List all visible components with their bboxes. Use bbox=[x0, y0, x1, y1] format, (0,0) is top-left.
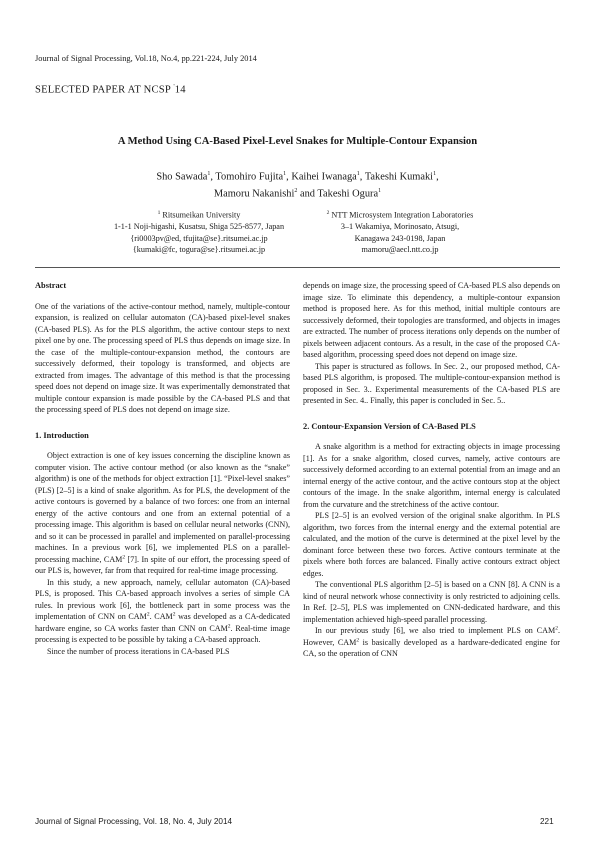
author-separator: , bbox=[210, 171, 216, 183]
author-name: Kaihei Iwanaga bbox=[291, 171, 357, 183]
section-2-paragraph-4: In our previous study [6], we also tried to implement PLS on CAM$^2$. However, CAM$^2$ is basically developed as a hardware-dedicated engine for CA, so the operation of CNN bbox=[303, 625, 560, 658]
paper-title: A Method Using CA-Based Pixel-Level Snakes for Multiple-Contour Expansion bbox=[117, 136, 478, 147]
footer-journal: Journal of Signal Processing, Vol. 18, No. 4, July 2014 bbox=[35, 817, 233, 826]
author-name: Takeshi Ogura bbox=[317, 188, 379, 200]
author-name: Mamoru Nakanishi bbox=[213, 188, 295, 200]
author-separator: and bbox=[297, 188, 318, 200]
author-affiliation-mark: 1 bbox=[207, 171, 211, 177]
author-affiliation-mark: 1 bbox=[433, 171, 437, 177]
author-affiliation-mark: 1 bbox=[283, 171, 287, 177]
affiliation-email: mamoru@aecl.ntt.co.jp bbox=[361, 245, 439, 255]
intro-paragraph-3: Since the number of process iterations in CA-based PLS bbox=[47, 646, 230, 656]
author-separator: , bbox=[436, 171, 439, 183]
affiliation-name: $^1$ Ritsumeikan University bbox=[157, 210, 241, 220]
author-affiliation-mark: 1 bbox=[356, 171, 360, 177]
author-list bbox=[0, 167, 595, 202]
header-rule bbox=[35, 267, 560, 268]
affiliation-name: $^2$ NTT Microsystem Integration Laboratories bbox=[326, 210, 474, 220]
affiliation-address: 1-1-1 Noji-higashi, Kusatsu, Shiga 525-8577, Japan bbox=[113, 222, 285, 232]
affiliation-email: {kumaki@fc, togura@se}.ritsumei.ac.jp bbox=[132, 245, 266, 255]
abstract-heading: Abstract bbox=[35, 281, 67, 290]
section-2-heading: 2. Contour-Expansion Version of CA-Based PLS bbox=[303, 421, 476, 431]
paper-structure-paragraph: This paper is structured as follows. In Sec. 2., our proposed method, CA-based PLS algorithm, is proposed. The multiple-contour-expansion method is proposed in Sec. 3.. Experimental measurements of the CA-based PLS are presented in Sec. 4.. Finally, this paper is concluded in Sec. 5.. bbox=[303, 361, 560, 405]
author-name: Tomohiro Fujita bbox=[215, 171, 284, 183]
selected-paper-mark: ' bbox=[173, 84, 175, 90]
affiliation-address: 3–1 Wakamiya, Morinosato, Atsugi, bbox=[340, 222, 460, 232]
author-line-1 bbox=[0, 167, 595, 184]
abstract-text: One of the variations of the active-contour method, namely, multiple-contour expansion, is realized on cellular automaton (CA)-based pixel-level snakes (CA-based PLS). As for the PLS algorithm, the active contour steps to next pixel one by one. The processing speed of PLS thus depends on image size. In the case of the multiple-contour-expansion method, the contours are successively deformed, their topology is transformed, and objects are extracted from images. The advantage of this method is that the processing speed does not depend on image size. It was experimentally demonstrated that multiple contour expansion is made possible by the CA-based PLS and that the processing speed of PLS does not depend on image size. bbox=[35, 301, 290, 414]
intro-paragraph-1: Object extraction is one of key issues concerning the discipline known as computer vision. The active contour method (or also known as the “snake” algorithm) is one of the methods for object extraction [1]. “Pixel-level snakes” (PLS) [2–5] is a kind of snake algorithm. As for PLS, the development of the active contours is governed by a balance of two forces: one from an internal energy of the active contours and one from an external potential of a processing image. This algorithm is based on cellular neural networks (CNN), and so it can be processed in parallel and implemented on parallel-processing machines. In a previous work [6], we implemented PLS on a parallel-processing machine, CAM$^2$ [7]. In spite of our effort, the processing speed of our PLS is, however, far from that required for real-time image processing. bbox=[35, 451, 291, 575]
left-column bbox=[35, 280, 290, 657]
affiliation-address: Kanagawa 243-0198, Japan bbox=[354, 233, 446, 243]
author-separator: , bbox=[359, 171, 365, 183]
intro-continued-paragraph: depends on image size, the processing speed of CA-based PLS also depends on image size. To eliminate this dependency, a multiple-contour expansion method is proposed here. As for this method, initial multiple contours are successively deformed, their topologies are transformed, and objects in images are extracted. The number of process iterations only depends on the number of pixels between adjacent contours. As a result, in the case of the proposed CA-based algorithm, processing speed does not depend on image size. bbox=[303, 281, 560, 359]
intro-paragraph-2: In this study, a new approach, namely, cellular automaton (CA)-based PLS, is proposed. This CA-based approach involves a series of simple CA rules. In previous work [6], the bottleneck part in some process was the implementation of CNN on CAM$^2$. CAM$^2$ was developed as a CA-dedicated hardware engine, so CA works faster than CNN on CAM$^2$. Real-time image processing is expected to be possible by taking a CA-based approach. bbox=[35, 577, 290, 644]
affiliation-mark: 2 bbox=[326, 210, 330, 216]
author-affiliation-mark: 1 bbox=[378, 188, 382, 195]
affiliation-left bbox=[84, 208, 314, 256]
affiliation-right bbox=[300, 208, 500, 256]
right-column bbox=[303, 280, 560, 660]
section-2-paragraph-1: A snake algorithm is a method for extracting objects in image processing [1]. As for a snake algorithm, closed curves, namely, active contours are successively deformed according to an external potential from an image and an internal energy of the active contour, and the active contours stop at the object contours of the image. In the snake algorithm, internal energy is calculated from the curvature and the stretchiness of the active contour. bbox=[303, 442, 560, 509]
introduction-heading: 1. Introduction bbox=[35, 430, 89, 440]
section-2-paragraph-2: PLS [2–5] is an evolved version of the original snake algorithm. In PLS algorithm, two forces from the internal energy and the external potential are calculated, and the motion of the curve is determined at the pixel level by the dominant force between these two forces. Active contours terminate at the pixels where both forces are balanced. Finally active contours extract object edges. bbox=[303, 511, 560, 578]
author-separator: , bbox=[286, 171, 292, 183]
section-2-paragraph-3: The conventional PLS algorithm [2–5] is based on a CNN [8]. A CNN is a kind of neural network whose connectivity is only restricted to adjoining cells. In Ref. [2–5], PLS was implemented on CNN-dedicated hardware, and this implementation achieved high-speed parallel processing. bbox=[303, 580, 560, 624]
author-affiliation-mark: 2 bbox=[294, 188, 298, 195]
author-name: Takeshi Kumaki bbox=[364, 171, 434, 183]
journal-header: Journal of Signal Processing, Vol.18, No.4, pp.221-224, July 2014 bbox=[35, 54, 257, 63]
affiliation-mark: 1 bbox=[157, 210, 161, 216]
page-number: 221 bbox=[540, 817, 554, 826]
selected-paper-year: 14 bbox=[174, 84, 186, 96]
affiliation-email: {ri0003pv@ed, tfujita@se}.ritsumei.ac.jp bbox=[130, 233, 268, 243]
selected-paper-label bbox=[35, 84, 186, 96]
selected-paper-text: SELECTED PAPER AT NCSP bbox=[35, 84, 171, 96]
author-line-2 bbox=[0, 184, 595, 201]
author-name: Sho Sawada bbox=[156, 171, 208, 183]
